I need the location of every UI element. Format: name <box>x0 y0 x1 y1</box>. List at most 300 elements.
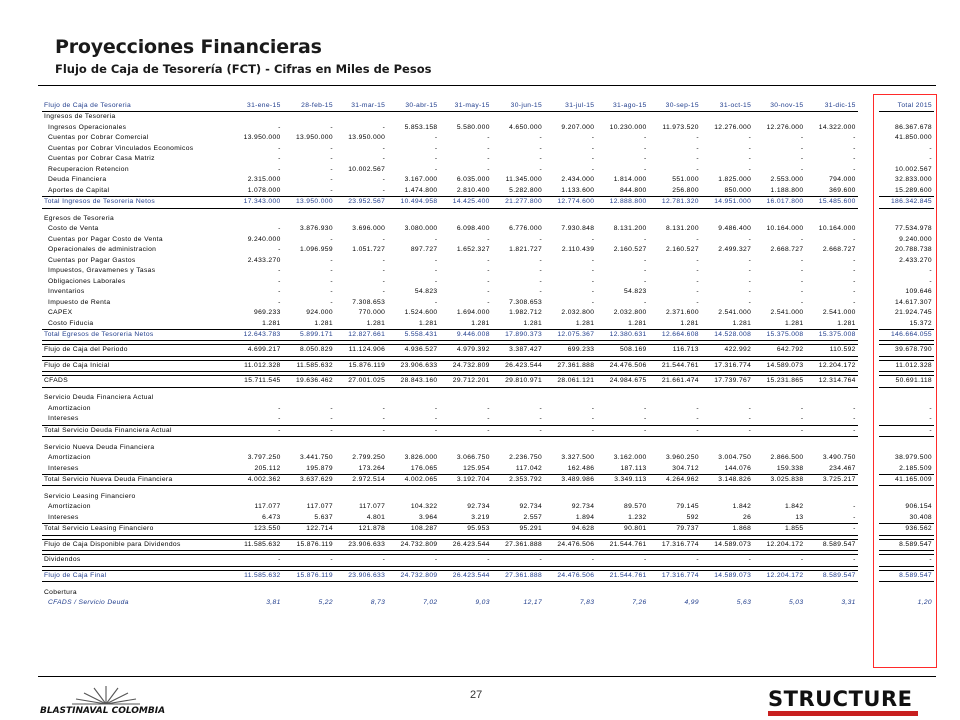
month-value-cell: - <box>278 123 281 131</box>
month-value-cell: 6.776.000 <box>509 225 543 233</box>
month-value-cell: - <box>330 288 333 296</box>
month-value-cell: - <box>696 165 699 173</box>
month-value-cell: 116.713 <box>649 345 701 356</box>
month-value-cell: 794.000 <box>829 176 856 184</box>
month-value-cell: - <box>330 256 333 264</box>
month-value-cell: 2.557 <box>523 513 543 521</box>
month-value-cell: 2.541.000 <box>770 309 804 317</box>
cash-flow-table <box>42 101 934 609</box>
header-month: 30-jun-15 <box>492 101 544 112</box>
table-row <box>42 319 934 330</box>
blastinaval-logo-mark <box>36 680 176 720</box>
month-value-cell: 14.322.000 <box>818 123 856 131</box>
month-value-cell: - <box>696 277 699 285</box>
row-label: Total Servicio Nueva Deuda Financiera <box>42 475 230 486</box>
total-row <box>42 197 934 208</box>
month-value-cell: 12.314.764 <box>805 376 857 387</box>
month-value-cell: - <box>748 235 752 243</box>
month-value-cell: - <box>591 277 595 285</box>
month-value-cell: - <box>539 155 543 163</box>
month-value-cell: - <box>591 267 595 275</box>
month-value-cell: 1.281 <box>784 319 804 327</box>
month-value-cell: - <box>487 155 490 163</box>
month-value-cell: 2.160.527 <box>613 246 647 254</box>
month-value-cell: - <box>644 415 647 423</box>
month-value-cell: 2.972.514 <box>335 475 387 486</box>
month-value-cell: - <box>596 555 648 566</box>
month-value-cell: - <box>591 256 595 264</box>
month-value-cell: 79.145 <box>676 503 699 511</box>
month-value-cell: - <box>853 235 856 243</box>
month-value-cell: 117.077 <box>306 503 333 511</box>
month-value-cell: 14.589.073 <box>701 570 753 581</box>
month-value-cell: 7.308.653 <box>509 298 543 306</box>
month-value-cell: 9.207.000 <box>561 123 595 131</box>
month-value-cell: 4.002.065 <box>387 475 439 486</box>
total-row <box>42 524 934 535</box>
month-value-cell: 12.781.320 <box>649 197 701 208</box>
header-month: 31-mar-15 <box>335 101 387 112</box>
month-value-cell: - <box>335 425 387 436</box>
month-value-cell: - <box>800 404 804 412</box>
total-row <box>42 570 934 581</box>
month-value-cell: - <box>800 267 804 275</box>
month-value-cell: - <box>753 555 805 566</box>
row-label: Aportes de Capital <box>48 186 110 194</box>
month-value-cell: 551.000 <box>672 176 699 184</box>
month-value-cell: 6.473 <box>262 513 281 521</box>
month-value-cell: 13.950.000 <box>283 197 335 208</box>
month-value-cell: - <box>330 298 333 306</box>
total-value-cell: 9.240.000 <box>899 235 932 243</box>
month-value-cell: 3.441.750 <box>300 454 333 462</box>
month-value-cell: 1.694.000 <box>456 309 490 317</box>
month-value-cell: 2.315.000 <box>247 176 281 184</box>
month-value-cell: - <box>805 555 857 566</box>
month-value-cell: 3.327.500 <box>561 454 595 462</box>
total-value-cell: - <box>929 277 932 285</box>
month-value-cell: - <box>644 134 647 142</box>
row-label: Total Egresos de Tesoreria Netos <box>42 330 230 341</box>
month-value-cell: 2.866.500 <box>770 454 804 462</box>
row-label: CFADS / Servicio Deuda <box>48 599 129 607</box>
month-value-cell: 304.712 <box>672 464 699 472</box>
header-total: Total 2015 <box>879 101 934 112</box>
month-value-cell: - <box>853 256 856 264</box>
total-row <box>42 475 934 486</box>
ratio-row <box>42 598 934 608</box>
month-value-cell: 117.077 <box>359 503 386 511</box>
month-value-cell: 969.233 <box>254 309 281 317</box>
month-value-cell: - <box>696 134 699 142</box>
total-value-cell: - <box>879 555 934 566</box>
month-value-cell: 3.876.930 <box>300 225 333 233</box>
table-row <box>42 513 934 524</box>
month-value-cell: 9.446.008 <box>439 330 491 341</box>
total-value-cell: 32.833.000 <box>895 176 932 184</box>
month-value-cell: 15.375.008 <box>753 330 805 341</box>
month-value-cell: 24.732.809 <box>387 570 439 581</box>
month-value-cell: - <box>539 267 543 275</box>
month-value-cell: 7,83 <box>579 599 595 607</box>
month-value-cell: - <box>748 134 752 142</box>
month-value-cell: - <box>800 256 804 264</box>
month-value-cell: 1.051.727 <box>352 246 386 254</box>
row-label: Dividendos <box>42 555 230 566</box>
section-label: Egresos de Tesoreria <box>44 215 115 223</box>
total-row <box>42 345 934 356</box>
month-value-cell: 24.476.506 <box>544 570 596 581</box>
month-value-cell: 27.001.025 <box>335 376 387 387</box>
table-row <box>42 414 934 425</box>
month-value-cell: - <box>487 298 490 306</box>
month-value-cell: 10.164.000 <box>766 225 804 233</box>
month-value-cell: 79.737 <box>649 524 701 535</box>
month-value-cell: 8,73 <box>370 599 386 607</box>
month-value-cell: - <box>748 165 752 173</box>
row-label: Cuentas por Cobrar Vinculados Economicos <box>48 144 194 152</box>
month-value-cell: - <box>853 513 856 521</box>
header-month: 30-sep-15 <box>649 101 701 112</box>
month-value-cell: - <box>644 267 647 275</box>
month-value-cell: - <box>853 165 856 173</box>
month-value-cell: 17.316.774 <box>649 570 701 581</box>
month-value-cell: - <box>591 404 595 412</box>
month-value-cell: 2.499.327 <box>718 246 752 254</box>
month-value-cell: 1.474.800 <box>404 186 438 194</box>
month-value-cell: 2.032.800 <box>561 309 595 317</box>
header-label: Flujo de Caja de Tesoreria <box>42 101 230 112</box>
structure-logo-bar <box>768 711 918 716</box>
month-value-cell: - <box>748 288 752 296</box>
row-label: Flujo de Caja Final <box>42 570 230 581</box>
month-value-cell: - <box>696 235 699 243</box>
month-value-cell: 592 <box>686 513 699 521</box>
month-value-cell: - <box>748 277 752 285</box>
month-value-cell: - <box>853 144 856 152</box>
month-value-cell: - <box>335 555 387 566</box>
month-value-cell: - <box>278 246 281 254</box>
total-value-cell: 50.691.118 <box>879 376 934 387</box>
month-value-cell: 14.425.400 <box>439 197 491 208</box>
month-value-cell: 9,03 <box>475 599 490 607</box>
month-value-cell: - <box>853 404 856 412</box>
month-value-cell: 8.589.547 <box>805 539 857 550</box>
blastinaval-logo <box>36 680 176 720</box>
table-row <box>42 235 934 245</box>
total-value-cell: 38.979.500 <box>895 454 932 462</box>
month-value-cell: 1.814.000 <box>613 176 647 184</box>
total-value-cell: 41.850.000 <box>895 134 932 142</box>
total-row <box>42 360 934 371</box>
month-value-cell: 850.000 <box>724 186 752 194</box>
month-value-cell: - <box>330 186 333 194</box>
month-value-cell: 234.467 <box>829 464 856 472</box>
month-value-cell: 7,02 <box>423 599 438 607</box>
total-value-cell: 41.165.009 <box>879 475 934 486</box>
section-label: Servicio Leasing Financiero <box>44 492 136 500</box>
row-label: Costo de Venta <box>48 225 99 233</box>
month-value-cell: - <box>382 176 386 184</box>
month-value-cell: 28.061.121 <box>544 376 596 387</box>
month-value-cell: 1.855 <box>753 524 805 535</box>
month-value-cell: 117.042 <box>515 464 543 472</box>
month-value-cell: 13.950.000 <box>295 134 333 142</box>
month-value-cell: 3.349.113 <box>596 475 648 486</box>
month-value-cell: - <box>330 165 333 173</box>
month-value-cell: 2.799.250 <box>352 454 386 462</box>
section-header-row <box>42 443 934 453</box>
month-value-cell: 2.434.000 <box>561 176 595 184</box>
total-value-cell: - <box>929 155 932 163</box>
month-value-cell: - <box>748 267 752 275</box>
total-value-cell: - <box>929 144 932 152</box>
month-value-cell: - <box>696 415 699 423</box>
month-value-cell: 2.032.800 <box>613 309 647 317</box>
section-header-row <box>42 492 934 502</box>
month-value-cell: 8.050.829 <box>283 345 335 356</box>
month-value-cell: - <box>382 277 386 285</box>
month-value-cell: - <box>696 144 699 152</box>
month-value-cell: 642.792 <box>753 345 805 356</box>
month-value-cell: - <box>701 425 753 436</box>
total-value-cell: 1,20 <box>917 599 932 607</box>
total-value-cell: 21.924.745 <box>895 309 932 317</box>
page-number: 27 <box>470 689 483 701</box>
month-value-cell: - <box>382 123 386 131</box>
month-value-cell: - <box>434 404 438 412</box>
month-value-cell: - <box>283 425 335 436</box>
month-value-cell: - <box>539 134 543 142</box>
month-value-cell: 14.589.073 <box>753 360 805 371</box>
month-value-cell: - <box>434 415 438 423</box>
month-value-cell: - <box>696 267 699 275</box>
month-value-cell: - <box>382 186 386 194</box>
month-value-cell: - <box>387 425 439 436</box>
month-value-cell: 13 <box>795 513 804 521</box>
month-value-cell: 5.580.000 <box>456 123 490 131</box>
month-value-cell: - <box>805 425 857 436</box>
month-value-cell: 104.322 <box>410 503 438 511</box>
month-value-cell: 27.361.888 <box>492 539 544 550</box>
month-value-cell: - <box>382 256 386 264</box>
month-value-cell: 144.076 <box>724 464 752 472</box>
section-header-row <box>42 393 934 403</box>
table-row <box>42 175 934 185</box>
month-value-cell: - <box>434 267 438 275</box>
month-value-cell: - <box>800 415 804 423</box>
month-value-cell: 117.077 <box>254 503 281 511</box>
month-value-cell: - <box>800 235 804 243</box>
month-value-cell: 92.734 <box>467 503 490 511</box>
month-value-cell: 89.570 <box>624 503 647 511</box>
month-value-cell: 12.888.800 <box>596 197 648 208</box>
header-month: 28-feb-15 <box>283 101 335 112</box>
month-value-cell: 256.800 <box>672 186 699 194</box>
month-value-cell: - <box>800 165 804 173</box>
month-value-cell: 12.774.600 <box>544 197 596 208</box>
month-value-cell: 1.894 <box>575 513 595 521</box>
total-value-cell: 906.154 <box>905 503 932 511</box>
month-value-cell: - <box>853 267 856 275</box>
table-row <box>42 287 934 297</box>
header-month: 31-ago-15 <box>596 101 648 112</box>
month-value-cell: - <box>539 288 543 296</box>
month-value-cell: - <box>644 144 647 152</box>
month-value-cell: 2.810.400 <box>456 186 490 194</box>
total-value-cell: 8.589.547 <box>879 570 934 581</box>
month-value-cell: 3.826.000 <box>404 454 438 462</box>
month-value-cell: 5,03 <box>789 599 804 607</box>
month-value-cell: - <box>800 277 804 285</box>
month-value-cell: 12.827.661 <box>335 330 387 341</box>
section-header-row <box>42 214 934 224</box>
month-value-cell: 15.375.008 <box>805 330 857 341</box>
month-value-cell: - <box>696 256 699 264</box>
month-value-cell: - <box>434 155 438 163</box>
month-value-cell: 3.725.217 <box>805 475 857 486</box>
total-value-cell: 8.589.547 <box>879 539 934 550</box>
total-value-cell: 10.002.567 <box>895 165 932 173</box>
month-value-cell: 17.343.000 <box>230 197 282 208</box>
page-subtitle: Flujo de Caja de Tesorería (FCT) - Cifras en Miles de Pesos <box>55 62 432 76</box>
month-value-cell: 5,22 <box>318 599 333 607</box>
row-label: Operacionales de administracion <box>48 246 157 254</box>
month-value-cell: - <box>278 144 281 152</box>
month-value-cell: - <box>696 288 699 296</box>
header-month: 31-dic-15 <box>805 101 857 112</box>
month-value-cell: 844.800 <box>619 186 647 194</box>
row-label: Flujo de Caja Inicial <box>42 360 230 371</box>
month-value-cell: 15.231.865 <box>753 376 805 387</box>
total-value-cell: 186.342.845 <box>879 197 934 208</box>
month-value-cell: 23.952.567 <box>335 197 387 208</box>
month-value-cell: - <box>748 298 752 306</box>
month-value-cell: - <box>800 288 804 296</box>
month-value-cell: 15.876.119 <box>283 539 335 550</box>
month-value-cell: - <box>492 425 544 436</box>
total-row <box>42 376 934 387</box>
month-value-cell: 21.544.761 <box>596 570 648 581</box>
header-month: 31-jul-15 <box>544 101 596 112</box>
month-value-cell: 5.853.158 <box>404 123 438 131</box>
month-value-cell: 29.810.971 <box>492 376 544 387</box>
month-value-cell: 24.476.506 <box>544 539 596 550</box>
month-value-cell: 3.387.427 <box>492 345 544 356</box>
table-row <box>42 154 934 164</box>
month-value-cell: 3.797.250 <box>247 454 281 462</box>
title-divider <box>38 85 936 86</box>
row-label: Cuentas por Pagar Gastos <box>48 256 136 264</box>
month-value-cell: 3.219 <box>471 513 490 521</box>
month-value-cell: - <box>278 277 281 285</box>
section-label: Ingresos de Tesoreria <box>44 113 116 121</box>
month-value-cell: 176.065 <box>410 464 438 472</box>
month-value-cell: - <box>853 134 856 142</box>
table-row <box>42 123 934 133</box>
month-value-cell: 2.541.000 <box>822 309 856 317</box>
month-value-cell: - <box>539 415 543 423</box>
month-value-cell: 24.476.506 <box>596 360 648 371</box>
month-value-cell: - <box>330 404 333 412</box>
month-value-cell: 13.950.000 <box>348 134 386 142</box>
month-value-cell: 4.002.362 <box>230 475 282 486</box>
month-value-cell: 3.148.826 <box>701 475 753 486</box>
month-value-cell: - <box>748 155 752 163</box>
month-value-cell: 110.592 <box>805 345 857 356</box>
month-value-cell: 95.291 <box>492 524 544 535</box>
month-value-cell: 3.960.250 <box>665 454 699 462</box>
month-value-cell: 12.276.000 <box>714 123 752 131</box>
month-value-cell: 3.066.750 <box>456 454 490 462</box>
row-label: CFADS <box>42 376 230 387</box>
month-value-cell: - <box>230 555 282 566</box>
total-value-cell: 11.012.328 <box>879 360 934 371</box>
month-value-cell: - <box>487 288 490 296</box>
row-label: Intereses <box>48 513 79 521</box>
month-value-cell: 3.696.000 <box>352 225 386 233</box>
month-value-cell: - <box>487 235 490 243</box>
month-value-cell: - <box>330 123 333 131</box>
month-value-cell: - <box>382 288 386 296</box>
month-value-cell: - <box>591 235 595 243</box>
month-value-cell: 4.264.962 <box>649 475 701 486</box>
month-value-cell: - <box>644 277 647 285</box>
row-label: Cuentas por Cobrar Casa Matriz <box>48 155 155 163</box>
month-value-cell: 205.112 <box>254 464 281 472</box>
month-value-cell: - <box>487 267 490 275</box>
month-value-cell: - <box>853 288 856 296</box>
month-value-cell: - <box>591 155 595 163</box>
row-label: Amortizacion <box>48 454 91 462</box>
month-value-cell: 924.000 <box>306 309 333 317</box>
table-row <box>42 308 934 318</box>
month-value-cell: 3.192.704 <box>439 475 491 486</box>
header-month: 30-nov-15 <box>753 101 805 112</box>
total-value-cell: 30.408 <box>909 513 932 521</box>
month-value-cell: - <box>853 503 856 511</box>
month-value-cell: 23.906.633 <box>335 570 387 581</box>
table-body <box>42 112 934 609</box>
month-value-cell: 7,26 <box>632 599 647 607</box>
month-value-cell: 17.890.373 <box>492 330 544 341</box>
month-value-cell: 1.868 <box>701 524 753 535</box>
month-value-cell: 121.878 <box>335 524 387 535</box>
month-value-cell: - <box>748 256 752 264</box>
cash-flow-sheet <box>42 101 934 609</box>
month-value-cell: 12.204.172 <box>753 570 805 581</box>
month-value-cell: 162.486 <box>567 464 595 472</box>
month-value-cell: 1.281 <box>680 319 699 327</box>
month-value-cell: - <box>596 425 648 436</box>
month-value-cell: - <box>278 155 281 163</box>
table-row <box>42 165 934 175</box>
header-month: 31-ene-15 <box>230 101 282 112</box>
month-value-cell: - <box>330 176 333 184</box>
month-value-cell: 26.423.544 <box>492 360 544 371</box>
table-row <box>42 298 934 308</box>
total-value-cell: - <box>879 425 934 436</box>
month-value-cell: 21.544.761 <box>649 360 701 371</box>
total-value-cell: 2.185.509 <box>899 464 932 472</box>
month-value-cell: - <box>544 425 596 436</box>
table-row <box>42 464 934 475</box>
month-value-cell: 10.494.958 <box>387 197 439 208</box>
row-label: Amortizacion <box>48 503 91 511</box>
month-value-cell: 19.636.462 <box>283 376 335 387</box>
month-value-cell: 12.204.172 <box>805 360 857 371</box>
month-value-cell: 1.281 <box>262 319 281 327</box>
